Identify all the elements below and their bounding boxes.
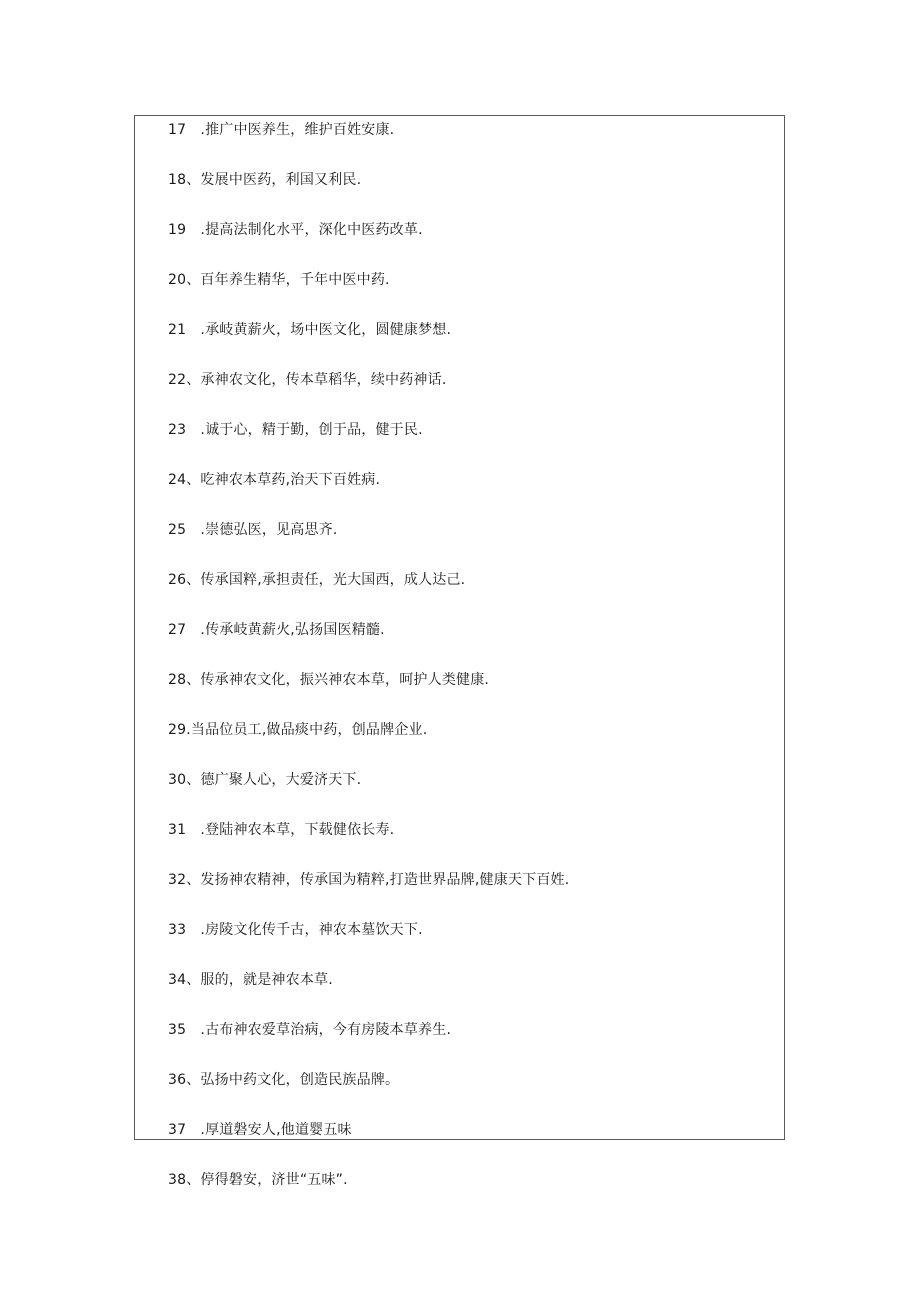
- list-item: 36、弘扬中药文化，创造民族品牌。: [168, 1072, 400, 1088]
- list-item: 17 .推广中医养生，维护百姓安康.: [168, 122, 395, 138]
- list-item: 28、传承神农文化，振兴神农本草，呵护人类健康.: [168, 672, 490, 688]
- list-item: 37 .厚道磐安人,他道婴五味: [168, 1122, 352, 1138]
- list-item: 23 .诚于心，精于勤，创于品，健于民.: [168, 422, 423, 438]
- list-item: 20、百年养生精华，千年中医中药.: [168, 272, 390, 288]
- list-item: 30、德广聚人心，大爱济天下.: [168, 772, 362, 788]
- list-item: 26、传承国粹,承担责任，光大国西，成人达己.: [168, 572, 466, 588]
- list-item: 22、承神农文化，传本草稻华，续中药神话.: [168, 372, 447, 388]
- list-item: 38、停得磐安，济世“五味”.: [168, 1172, 348, 1188]
- list-item: 31 .登陆神农本草，下载健依长寿.: [168, 822, 395, 838]
- list-item: 32、发扬神农精神，传承国为精粹,打造世界品牌,健康天下百姓.: [168, 872, 570, 888]
- list-item: 29.当品位员工,做品痰中药，创品牌企业.: [168, 722, 428, 738]
- list-item: 25 .崇德弘医，见高思齐.: [168, 522, 338, 538]
- list-item: 34、服的，就是神农本草.: [168, 972, 333, 988]
- list-item: 33 .房陵文化传千古，神农本墓饮天下.: [168, 922, 423, 938]
- list-item: 24、吃神农本草药,治天下百姓病.: [168, 472, 381, 488]
- list-item: 35 .古布神农爱草治病，今有房陵本草养生.: [168, 1022, 452, 1038]
- list-item: 18、发展中医药，利国又利民.: [168, 172, 362, 188]
- list-item: 19 .提高法制化水平，深化中医药改革.: [168, 222, 423, 238]
- list-item: 21 .承岐黄薪火，场中医文化，圆健康梦想.: [168, 322, 452, 338]
- list-item: 27 .传承岐黄薪火,弘扬国医精髓.: [168, 622, 385, 638]
